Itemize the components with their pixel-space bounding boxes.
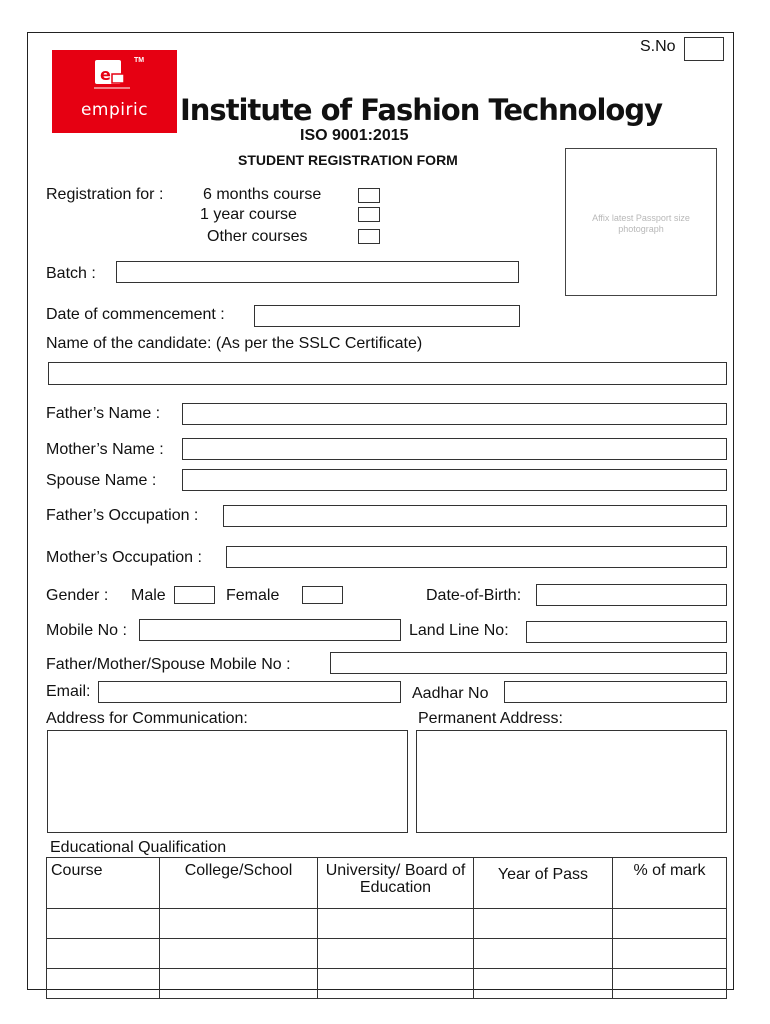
commencement-label: Date of commencement :: [46, 306, 225, 323]
commencement-input[interactable]: [254, 305, 520, 327]
logo-wordmark: empiric: [80, 100, 149, 120]
checkbox-6-months[interactable]: [358, 188, 380, 203]
male-label: Male: [131, 587, 166, 604]
table-cell[interactable]: [474, 909, 613, 939]
table-cell[interactable]: [47, 969, 160, 999]
education-header-row: [47, 858, 727, 909]
dob-input[interactable]: [536, 584, 727, 606]
dob-label: Date-of-Birth:: [426, 587, 522, 604]
table-cell[interactable]: [318, 909, 474, 939]
father-occupation-input[interactable]: [223, 505, 727, 527]
address-communication-input[interactable]: [47, 730, 408, 833]
spouse-name-label: Spouse Name :: [46, 472, 157, 489]
mother-name-label: Mother’s Name :: [46, 441, 164, 458]
table-cell[interactable]: [160, 939, 318, 969]
mother-occupation-label: Mother’s Occupation :: [46, 549, 202, 566]
photo-instruction: Affix latest Passport size photograph: [592, 213, 690, 234]
spouse-name-input[interactable]: [182, 469, 727, 491]
mobile-label: Mobile No :: [46, 622, 127, 639]
serial-label: S.No: [640, 38, 676, 55]
education-table: [46, 857, 727, 999]
aadhar-label: Aadhar No: [412, 685, 489, 702]
table-cell[interactable]: [474, 969, 613, 999]
institute-title: Institute of Fashion Technology: [180, 93, 662, 127]
email-label: Email:: [46, 683, 91, 700]
female-label: Female: [226, 587, 280, 604]
photo-box[interactable]: [565, 148, 717, 296]
table-cell[interactable]: [318, 969, 474, 999]
candidate-input[interactable]: [48, 362, 727, 385]
table-row: [47, 939, 727, 969]
address-permanent-label: Permanent Address:: [418, 710, 563, 727]
guardian-mobile-input[interactable]: [330, 652, 727, 674]
column-year-of-pass: Year of Pass: [474, 858, 613, 909]
landline-label: Land Line No:: [409, 622, 509, 639]
table-cell[interactable]: [47, 939, 160, 969]
landline-input[interactable]: [526, 621, 727, 643]
father-name-input[interactable]: [182, 403, 727, 425]
mother-occupation-input[interactable]: [226, 546, 727, 568]
gender-label: Gender :: [46, 587, 109, 604]
address-communication-label: Address for Communication:: [46, 710, 248, 727]
table-cell[interactable]: [474, 939, 613, 969]
column-college-school: College/School: [160, 858, 318, 909]
father-name-label: Father’s Name :: [46, 405, 161, 422]
serial-input[interactable]: [684, 37, 724, 61]
svg-text:e: e: [100, 65, 111, 84]
address-permanent-input[interactable]: [416, 730, 727, 833]
candidate-label: Name of the candidate: (As per the SSLC Certificate): [46, 335, 423, 352]
option-1-year-label: 1 year course: [200, 206, 297, 223]
iso-certification: ISO 9001:2015: [300, 127, 409, 144]
form-title: STUDENT REGISTRATION FORM: [238, 152, 458, 168]
option-other-label: Other courses: [207, 228, 308, 245]
education-title: Educational Qualification: [50, 839, 227, 856]
table-cell[interactable]: [613, 939, 727, 969]
batch-input[interactable]: [116, 261, 519, 283]
checkbox-other-courses[interactable]: [358, 229, 380, 244]
email-input[interactable]: [98, 681, 401, 703]
table-cell[interactable]: [47, 909, 160, 939]
table-row: [47, 969, 727, 999]
table-cell[interactable]: [613, 969, 727, 999]
mobile-input[interactable]: [139, 619, 401, 641]
table-row: [47, 909, 727, 939]
option-6-months-label: 6 months course: [203, 186, 322, 203]
checkbox-1-year[interactable]: [358, 207, 380, 222]
table-cell[interactable]: [613, 909, 727, 939]
female-checkbox[interactable]: [302, 586, 343, 604]
empiric-logo: [52, 50, 177, 133]
column-course: Course: [47, 858, 160, 909]
registration-label: Registration for :: [46, 186, 164, 203]
father-occupation-label: Father’s Occupation :: [46, 507, 199, 524]
logo-trademark: TM: [134, 57, 145, 64]
mother-name-input[interactable]: [182, 438, 727, 460]
table-cell[interactable]: [160, 909, 318, 939]
column-university-board: University/ Board of Education: [318, 858, 474, 909]
table-cell[interactable]: [160, 969, 318, 999]
male-checkbox[interactable]: [174, 586, 215, 604]
aadhar-input[interactable]: [504, 681, 727, 703]
guardian-mobile-label: Father/Mother/Spouse Mobile No :: [46, 656, 291, 673]
batch-label: Batch :: [46, 265, 96, 282]
table-cell[interactable]: [318, 939, 474, 969]
column-percent-mark: % of mark: [613, 858, 727, 909]
